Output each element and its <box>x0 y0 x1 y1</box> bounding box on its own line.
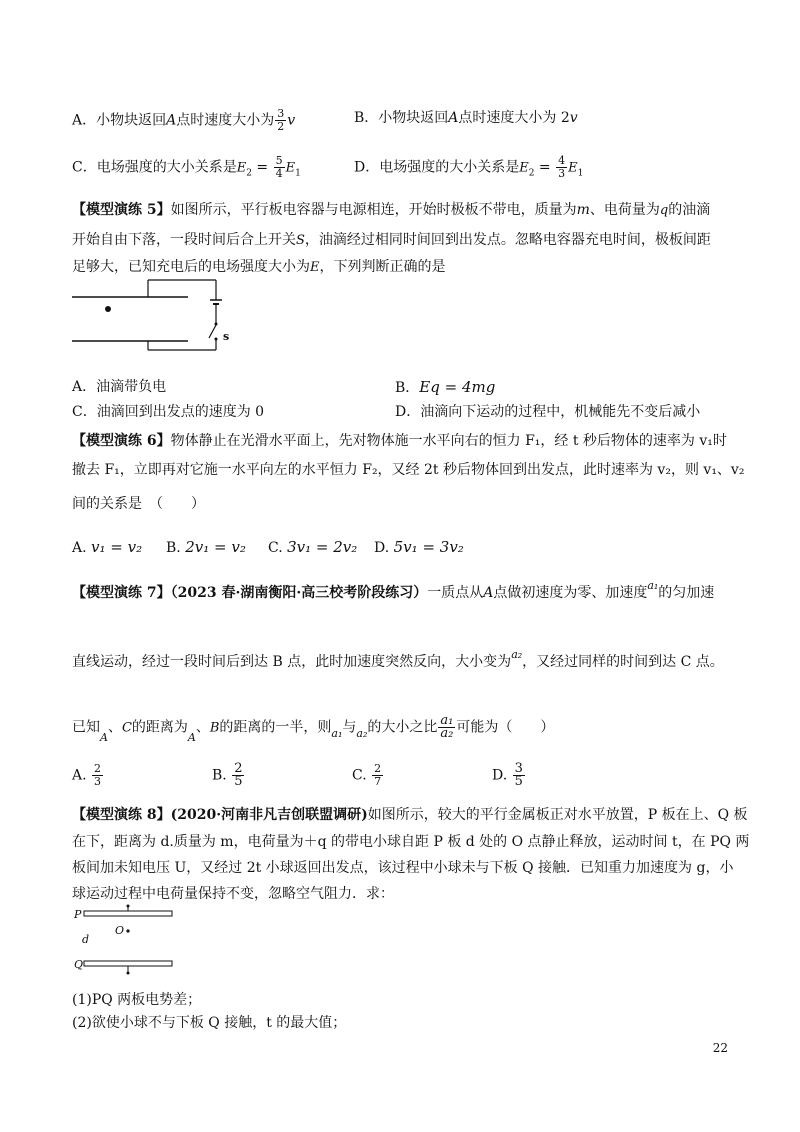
q6-option-d: D. 5v₁ = 3v₂ <box>374 538 464 556</box>
q4-option-d: D．电场强度的大小关系是$E_2$ = $\frac{4}{3}$ $E_1$ <box>354 154 584 180</box>
q8-line-4: 球运动过程中电荷量保持不变，忽略空气阻力．求： <box>72 886 394 902</box>
q6-line-3: 间的关系是 （ ） <box>72 496 205 512</box>
q8-question-2: (2)欲使小球不与下板 Q 接触，t 的最大值； <box>72 1015 347 1031</box>
q7-line-3: 已知$_A$、C的距离为$_A$、B的距离的一半，则$_{a_1}$与$_{a_2}$的大小之比 $\frac{\text{a₁}}{\text{a₂}}$ 可能为（ ） <box>72 713 555 744</box>
q5-option-a: A．油滴带负电 <box>72 379 167 395</box>
q8-label-o: O <box>115 924 125 937</box>
q5-switch-label: s <box>223 330 230 343</box>
q8-line-2: 在下，距离为 d.质量为 m，电荷量为＋q 的带电小球自距 P 板 d 处的 O 点静止释放，运动时间 t，在 PQ 两 <box>72 834 750 850</box>
q5-line-2: 开始自由下落，一段时间后合上开关S，油滴经过相同时间回到出发点。忽略电容器充电时间，极板间距 <box>72 232 711 248</box>
q8-label-p: P <box>74 908 82 921</box>
q6-option-b: B. 2v₁ = v₂ <box>166 538 246 556</box>
q4-option-c: C．电场强度的大小关系是$E_2$ = $\frac{5}{4}$ $E_1$ <box>72 154 301 180</box>
q8-line-3: 板间加未知电压 U，又经过 2t 小球返回出发点，该过程中小球未与下板 Q 接触．已知重力加速度为 g，小 <box>72 860 734 876</box>
q4-option-a: A．小物块返回A点时速度大小为 $\frac{3}{2}$ v <box>72 107 296 133</box>
q4-option-b: B．小物块返回A点时速度大小为 2v <box>354 110 578 126</box>
q7-option-a: A. $\frac{2}{3}$ <box>72 762 102 788</box>
q7-option-b: B. $\frac{2}{5}$ <box>212 761 243 789</box>
q7-option-d: D. $\frac{3}{5}$ <box>492 761 523 789</box>
q5-option-c: C．油滴回到出发点的速度为 0 <box>72 404 265 420</box>
q6-line-1: 【模型演练 6】物体静止在光滑水平面上，先对物体施一水平向右的恒力 F₁，经 t 秒后物体的速率为 v₁时 <box>72 433 727 449</box>
q6-line-2: 撤去 F₁，立即再对它施一水平向左的水平恒力 F₂，又经 2t 秒后物体回到出发点，此时速率为 v₂，则 v₁、v₂ <box>72 462 745 478</box>
page-number: 22 <box>712 1041 728 1055</box>
q7-option-c: C. $\frac{2}{7}$ <box>352 762 382 788</box>
q5-line-3: 足够大，已知充电后的电场强度大小为E，下列判断正确的是 <box>72 259 446 275</box>
q8-label-d: d <box>82 933 90 946</box>
q8-line-1: 【模型演练 8】(2020·河南非凡吉创联盟调研)如图所示，较大的平行金属板正对水平放置，P 板在上、Q 板 <box>72 807 748 823</box>
q5-option-d: D．油滴向下运动的过程中，机械能先不变后减小 <box>395 404 701 420</box>
q5-option-b: B．Eq = 4mg <box>395 378 496 396</box>
q7-line-2: 直线运动，经过一段时间后到达 B 点，此时加速度突然反向，大小变为$^{a_2}$，又经过同样的时间到达 C 点。 <box>72 648 724 670</box>
q5-line-1: 【模型演练 5】如图所示，平行板电容器与电源相连，开始时极板不带电，质量为m、电荷量为q的油滴 <box>72 202 711 218</box>
q6-option-c: C. 3v₁ = 2v₂ <box>268 538 358 556</box>
q8-plates-diagram <box>82 903 182 978</box>
q8-label-q: Q <box>74 958 84 971</box>
q6-option-a: A. v₁ = v₂ <box>72 538 143 556</box>
q7-line-1: 【模型演练 7】（2023 春·湖南衡阳·高三校考阶段练习）一质点从A点做初速度为零、加速度$^{a_1}$的匀加速 <box>72 579 715 601</box>
q8-question-1: (1)PQ 两板电势差； <box>72 992 202 1008</box>
